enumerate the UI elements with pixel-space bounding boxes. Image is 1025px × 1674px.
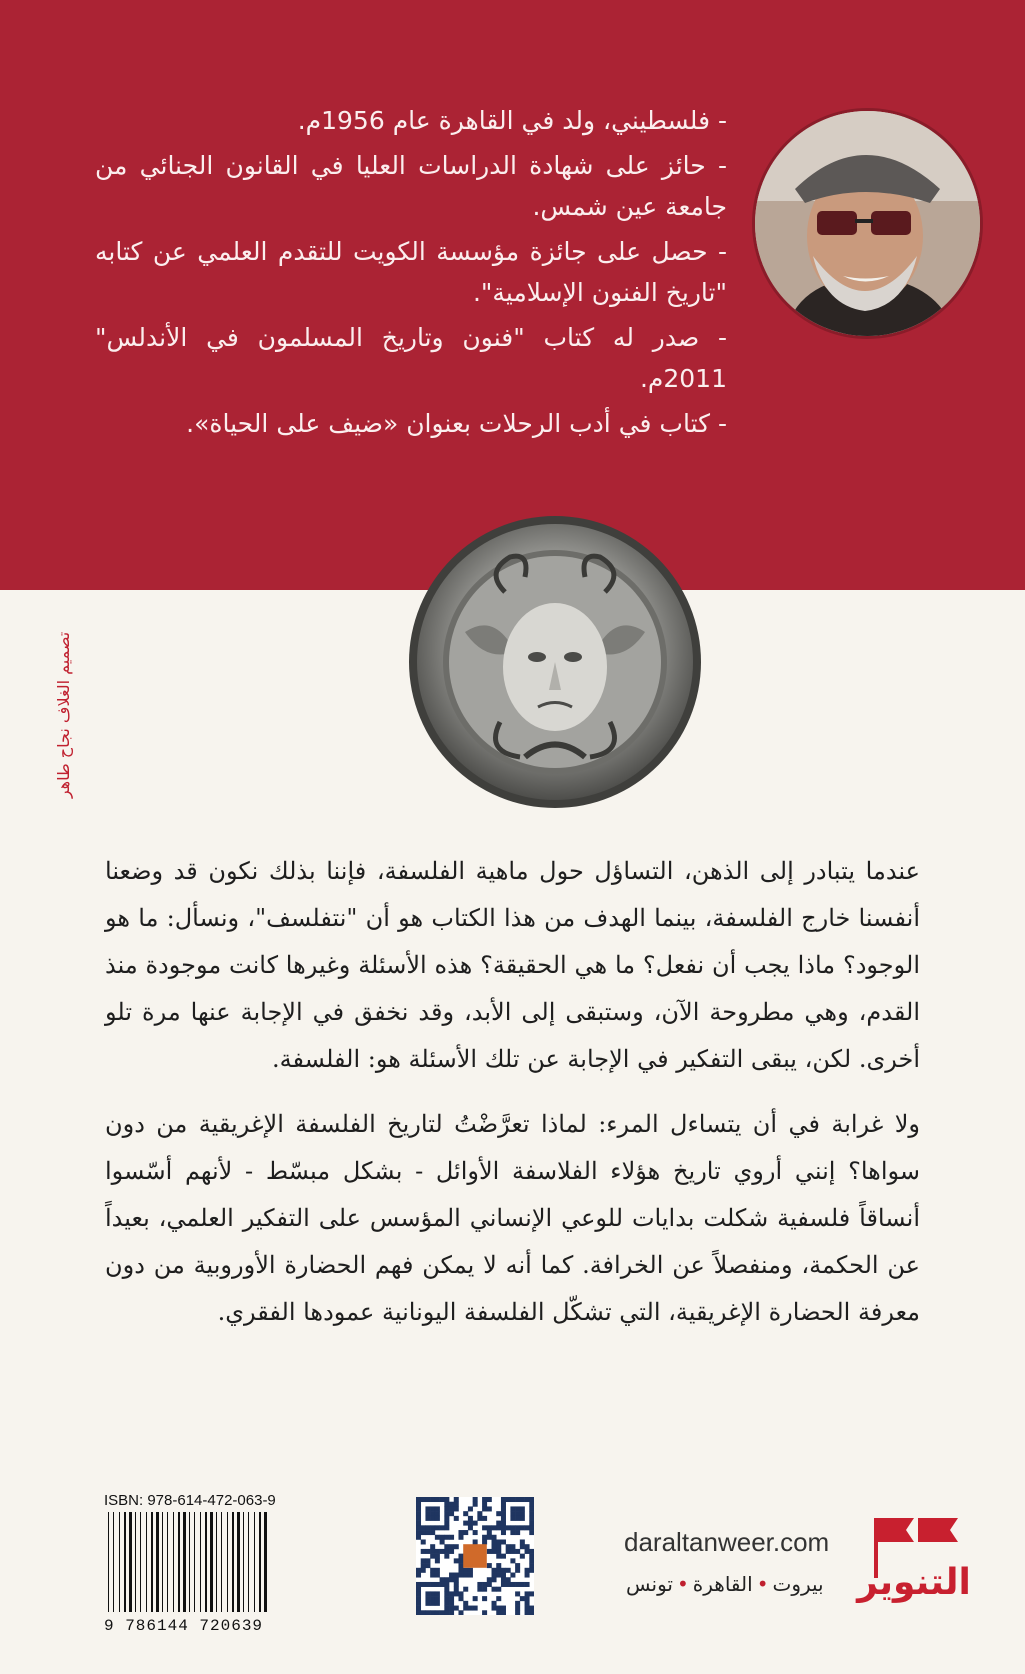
separator-dot: • (756, 1572, 769, 1596)
bio-item: - فلسطيني، ولد في القاهرة عام 1956م. (297, 106, 727, 135)
medusa-medallion (405, 512, 705, 812)
blurb-paragraph: عندما يتبادر إلى الذهن، التساؤل حول ماهية الفلسفة، فإننا بذلك نكون قد وضعنا أنفسنا خارج الفلسفة، بينما الهدف من هذا الكتاب هو أن "نتفلسف"، ونسأل: ما هو الوجود؟ ماذا يجب أن نفعل؟ ما هي الحقيقة؟ هذه الأسئلة وغيرها كانت موجودة منذ القدم، وهي مطروحة الآن، وستبقى إلى الأبد، وقد نخفق في الإجابة عنها مرة تلو أخرى. لكن، يبقى التفكير في الإجابة عن تلك الأسئلة هو: الفلسفة. (105, 857, 921, 1073)
publisher-logo (848, 1510, 980, 1610)
barcode (104, 1512, 274, 1612)
author-bio (95, 100, 727, 448)
logo-wordmark: التنوير (857, 1562, 971, 1603)
bio-item: - كتاب في أدب الرحلات بعنوان «ضيف على الحياة». (186, 409, 727, 438)
bio-item: - حصل على جائزة مؤسسة الكويت للتقدم العلمي عن كتابه "تاريخ الفنون الإسلامية". (95, 237, 727, 307)
qr-code[interactable] (416, 1497, 534, 1615)
barcode-number: 9 786144 720639 (104, 1617, 264, 1635)
isbn-label: ISBN: 978-614-472-063-9 (104, 1492, 276, 1509)
flag-icon (918, 1518, 958, 1542)
blurb-paragraph: ولا غرابة في أن يتساءل المرء: لماذا تعرَّضْتُ لتاريخ الفلسفة الإغريقية من دون سواها؟ إنني أروي تاريخ هؤلاء الفلاسفة الأوائل - بشكل مبسّط - لأنهم أسّسوا أنساقاً فلسفية شكلت بدايات للوعي الإنساني المؤسس على التفكير العلمي، بعيداً عن الحكمة، ومنفصلاً عن الخرافة. كما أنه لا يمكن فهم الحضارة الأوروبية من دون معرفة الحضارة الإغريقية، التي تشكّل الفلسفة اليونانية عمودها الفقري. (105, 1110, 920, 1326)
author-photo (752, 108, 983, 339)
cover-design-credit (49, 620, 89, 810)
publisher-cities (626, 1572, 824, 1596)
publisher-website[interactable]: daraltanweer.com (624, 1527, 830, 1557)
credit-text: تصميم الغلاف نجاح طاهر (54, 631, 73, 799)
city-beirut: بيروت (772, 1572, 824, 1596)
separator-dot: • (676, 1572, 689, 1596)
bio-item: - صدر له كتاب "فنون وتاريخ المسلمون في الأندلس" 2011م. (95, 323, 727, 393)
bio-item: - حائز على شهادة الدراسات العليا في القانون الجنائي من جامعة عين شمس. (95, 151, 727, 221)
city-tunis: تونس (626, 1572, 673, 1596)
flag-icon (876, 1518, 914, 1542)
city-cairo: القاهرة (692, 1572, 753, 1596)
back-cover-blurb (105, 848, 920, 1354)
